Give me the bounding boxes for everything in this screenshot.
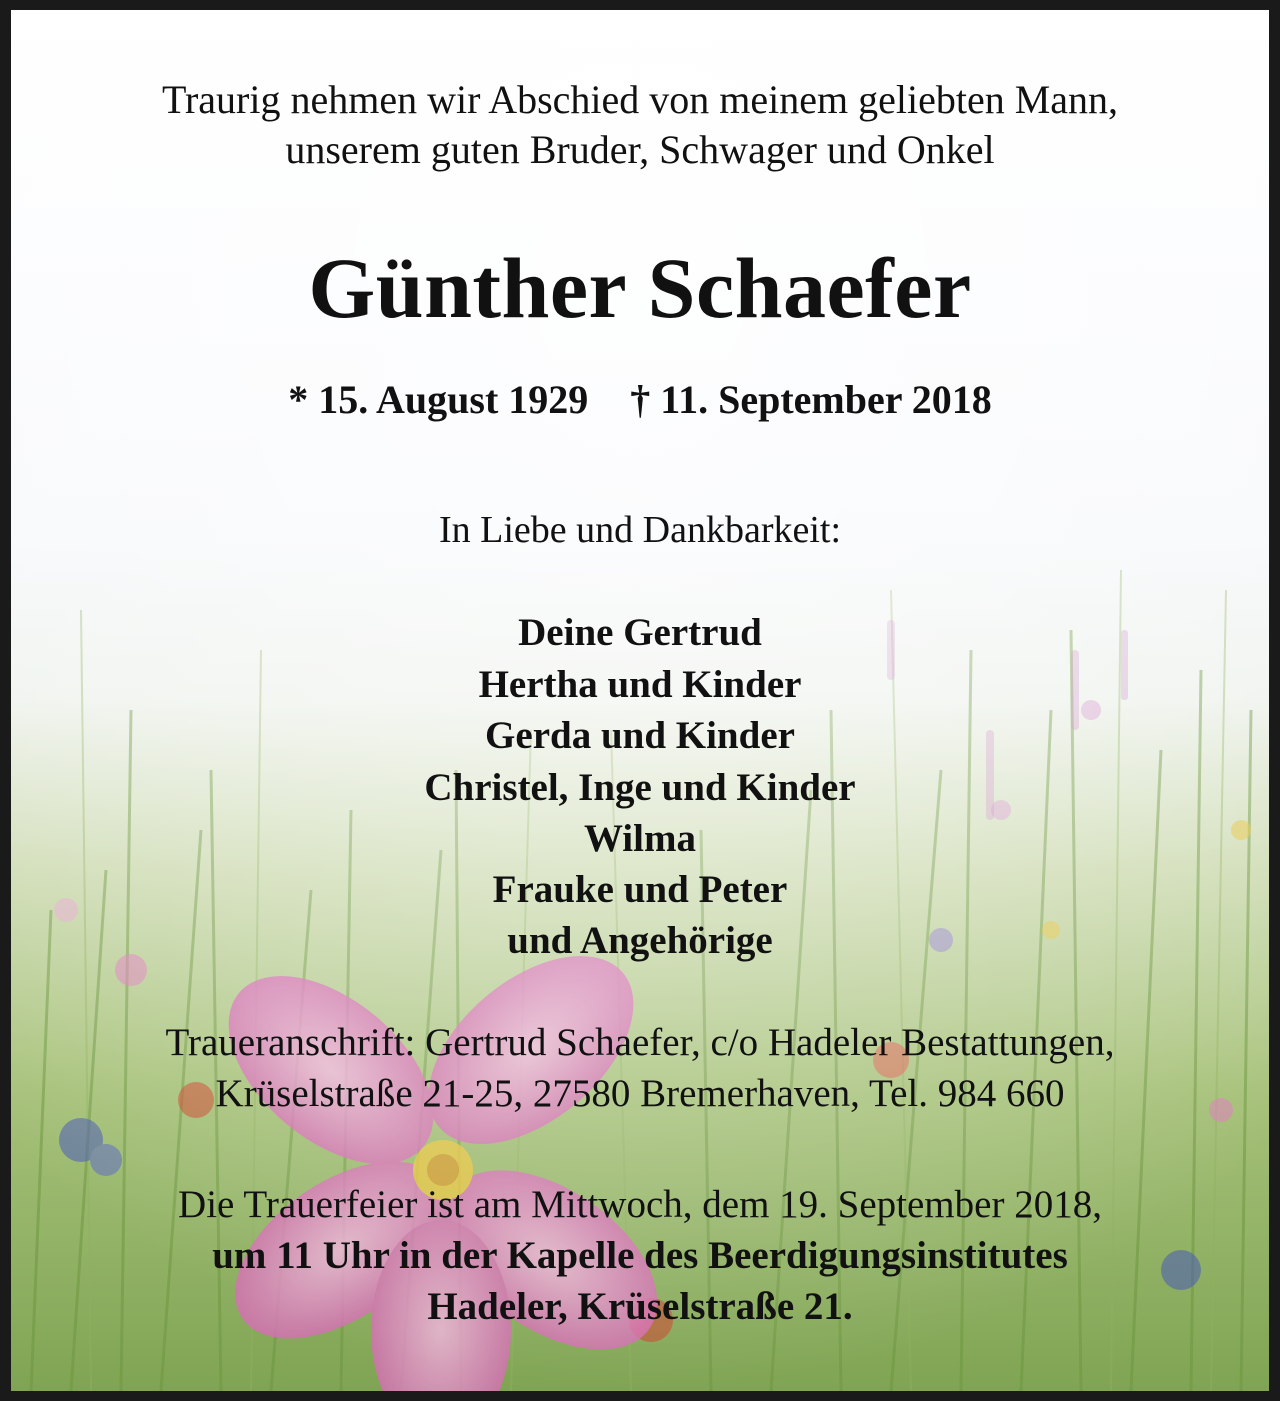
address-line-2: Krüselstraße 21-25, 27580 Bremerhaven, Tel. 984 660 — [215, 1072, 1065, 1115]
life-dates — [11, 376, 1269, 423]
mourner-line: Frauke und Peter — [492, 868, 788, 911]
address-line-1: Traueranschrift: Gertrud Schaefer, c/o Hadeler Bestattungen, — [165, 1021, 1115, 1064]
mourner-line: Wilma — [584, 817, 696, 860]
service-line-1: Die Trauerfeier ist am Mittwoch, dem 19. September 2018, — [178, 1183, 1102, 1226]
intro-line-2: unserem guten Bruder, Schwager und Onkel — [285, 127, 995, 172]
death-date: † 11. September 2018 — [630, 377, 992, 422]
mourner-line: Deine Gertrud — [518, 611, 762, 654]
intro-line-1: Traurig nehmen wir Abschied von meinem geliebten Mann, — [161, 77, 1119, 122]
deceased-name: Günther Schaefer — [308, 240, 972, 336]
service-line-2: um 11 Uhr in der Kapelle des Beerdigungsinstitutes — [212, 1234, 1068, 1277]
mourner-line: und Angehörige — [507, 919, 773, 962]
mourner-line: Hertha und Kinder — [478, 663, 802, 706]
thanks-line: In Liebe und Dankbarkeit: — [438, 509, 842, 551]
service-line-3: Hadeler, Krüselstraße 21. — [427, 1285, 853, 1328]
birth-date: * 15. August 1929 — [288, 377, 589, 422]
mourner-line: Christel, Inge und Kinder — [424, 766, 856, 809]
mourner-line: Gerda und Kinder — [485, 714, 795, 757]
obituary-text — [11, 10, 1269, 1391]
